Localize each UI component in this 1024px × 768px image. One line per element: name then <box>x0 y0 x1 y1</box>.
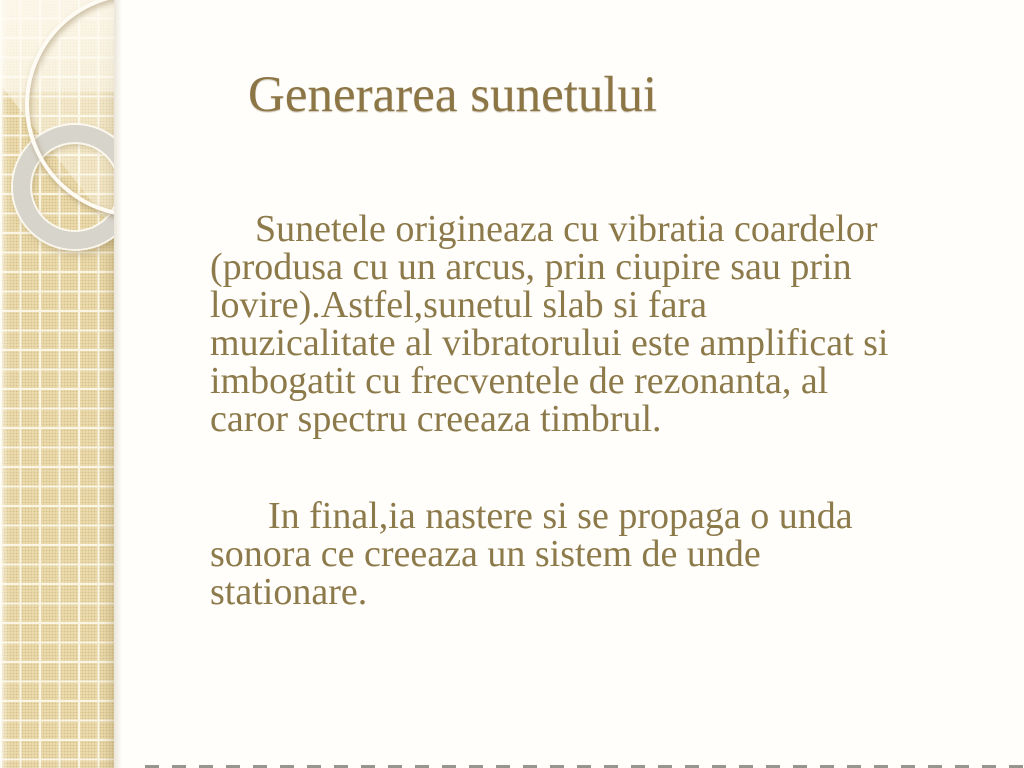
text-line: muzicalitate al vibratorului este amplificat si <box>210 322 889 364</box>
text-line: imbogatit cu frecventele de rezonanta, al <box>210 360 829 402</box>
text-line: caror spectru creeaza timbrul. <box>210 398 662 440</box>
text-line: (produsa cu un arcus, prin ciupire sau prin <box>210 246 852 288</box>
slide-title: Generarea sunetului <box>248 67 658 123</box>
body-paragraph-1 <box>210 210 1010 438</box>
text-line: stationare. <box>210 571 368 613</box>
text-line: Sunetele origineaza cu vibratia coardelor <box>255 208 878 250</box>
body-paragraph-2 <box>210 497 1010 611</box>
sidebar-edge-shadow <box>114 0 122 768</box>
decorative-sidebar <box>0 0 114 768</box>
text-line: lovire).Astfel,sunetul slab si fara <box>210 284 708 326</box>
text-line: sonora ce creeaza un sistem de unde <box>210 533 761 575</box>
text-line: In final,ia nastere si se propaga o unda <box>268 495 853 537</box>
